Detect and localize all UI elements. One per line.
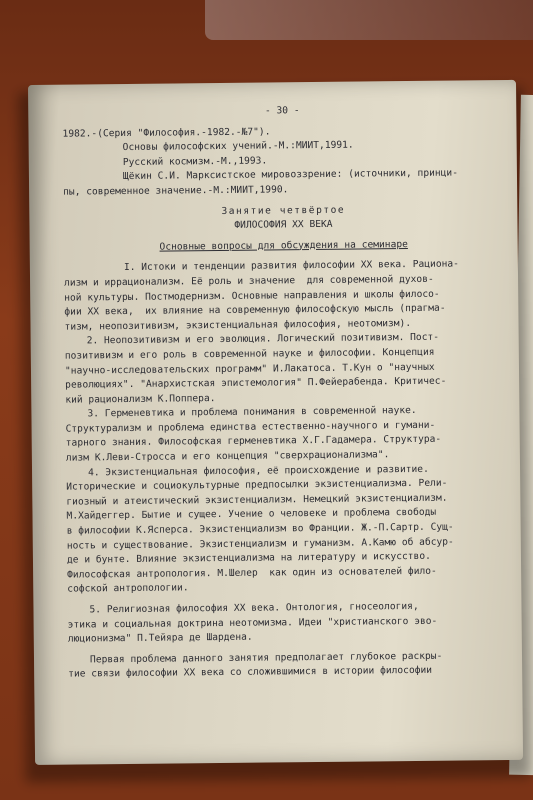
paragraph-line: тизм, неопозитивизм, экзистенциальная философия, неотомизм).: [64, 317, 412, 333]
reference-line: Щёкин С.И. Марксистское мировоззрение: (источники, принци-: [122, 167, 459, 183]
paragraph-line: в философии К.Ясперса. Экзистенциализм во Франции. Ж.-П.Сартр. Сущ-: [66, 521, 454, 537]
paragraph-line: лизм К.Леви-Стросса и его концепция "сверхрационализма".: [65, 449, 390, 464]
paragraph-1: [64, 257, 505, 335]
paragraph-2: [65, 330, 506, 408]
paragraph-line: тарного знания. Философская герменевтика Х.Г.Гадамера. Структура-: [65, 434, 442, 450]
plastic-sleeve: [205, 0, 533, 40]
paragraph-line: лизм и иррационализм. Её роль и значение для современной духов-: [64, 273, 434, 289]
paragraph-4: [66, 462, 507, 598]
paragraph-6: [68, 649, 508, 683]
paragraph-line: Первая проблема данного занятия предполагает глубокое раскры-: [89, 650, 443, 666]
paragraph-line: гиозный и атеистический экзистенциализм. Немецкий экзистенциализм.: [66, 492, 448, 508]
lesson-title: ФИЛОСОФИЯ XX ВЕКА: [234, 218, 333, 232]
paragraph-line: Философская антропология. М.Шелер как один из основателей фило-: [67, 565, 437, 581]
paragraph-line: кий рационализм К.Поппера.: [65, 392, 216, 406]
reference-line: Русский космизм.-М.,1993.: [122, 155, 268, 168]
paragraph-3: [65, 403, 506, 466]
paragraph-line: 2. Неопозитивизм и его эволюция. Логический позитивизм. Пост-: [86, 332, 440, 347]
paragraph-5: [67, 599, 507, 647]
paragraph-line: тие связи философии XX века со сложившимися в истории философии: [68, 665, 433, 680]
reference-line: 1982.-(Серия "Философия.-1982.-№7").: [62, 126, 271, 140]
paragraph-line: ной культуры. Постмодернизм. Основные направления и школы филосо-: [64, 288, 440, 304]
seminar-heading: Основные вопросы для обсуждения на семинаре: [159, 238, 408, 253]
page-text: [62, 102, 508, 683]
page-number: - 30 -: [264, 105, 300, 117]
lesson-heading: Занятие четвёртое: [221, 204, 346, 217]
paragraph-line: фии XX века, их влияние на современную философскую мысль (прагма-: [64, 302, 446, 318]
paragraph-line: Структурализм и проблема единства естественно-научного и гумани-: [65, 419, 436, 435]
reference-line: Основы философских учений.-М.:МИИТ,1991.: [122, 139, 354, 154]
paragraph-line: I. Истоки и тенденции развития философии XX века. Рациона-: [123, 258, 459, 274]
paragraph-line: М.Хайдеггер. Бытие и сущее. Учение о человеке и проблема свободы: [66, 507, 437, 523]
paragraph-line: ность и существование. Экзистенциализм и гуманизм. А.Камю об абсур-: [66, 536, 454, 552]
paragraph-line: этика и социальная доктрина неотомизма. Идеи "христианского эво-: [67, 615, 438, 631]
paragraph-line: де и бунте. Влияние экзистенциализма на литературу и искусство.: [66, 551, 431, 566]
paragraph-line: 5. Религиозная философия XX века. Онтология, гносеология,: [89, 600, 419, 616]
paragraph-line: 3. Герменевтика и проблема понимания в современной науке.: [87, 405, 417, 420]
reference-line: пы, современное значение.-М.:МИИТ,1990.: [63, 184, 289, 198]
paragraph-line: позитивизм и его роль в современной науке и философии. Концепция: [64, 346, 435, 362]
paragraph-line: Исторические и социокультурные предпосылки экзистенциализма. Рели-: [66, 477, 448, 493]
paragraph-line: революциях". "Анархистская эпистемология" П.Фейерабенда. Критичес-: [65, 375, 447, 391]
paragraph-line: софской антропологии.: [67, 582, 189, 596]
paragraph-line: "научно-исследовательских программ" И.Лакатоса. Т.Кун о "научных: [64, 361, 435, 377]
document-page: [28, 80, 523, 765]
paragraph-line: 4. Экзистенциальная философия, её происхождение и развитие.: [88, 463, 429, 479]
paragraph-line: люционизма" П.Тейяра де Шардена.: [67, 631, 253, 645]
